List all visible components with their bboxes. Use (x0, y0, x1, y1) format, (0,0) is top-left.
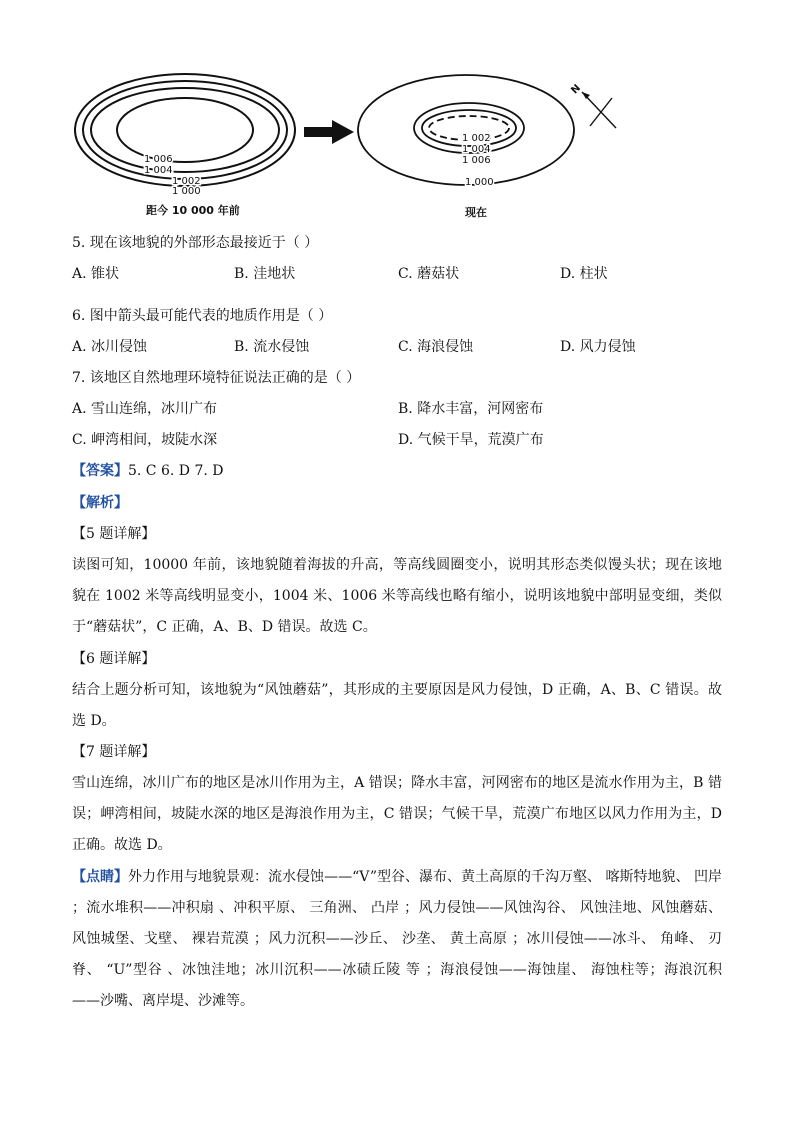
left-label-1000: 1 000 (172, 186, 201, 197)
right-label-1000: 1 000 (465, 177, 494, 188)
right-caption: 现在 (465, 206, 487, 219)
arrow-icon (304, 120, 354, 144)
left-label-1004: 1 004 (144, 165, 173, 176)
right-label-1006: 1 006 (462, 155, 491, 166)
analysis-label: 【解析】 (72, 495, 128, 511)
question-5-stem: 5. 现在该地貌的外部形态最接近于（ ） (72, 235, 319, 251)
detail-5-heading: 【5 题详解】 (72, 526, 156, 542)
question-6-option-a: A. 冰川侵蚀 (72, 339, 148, 355)
left-label-1006: 1 006 (144, 154, 173, 165)
question-5-option-d: D. 柱状 (560, 266, 608, 282)
question-6-option-d: D. 风力侵蚀 (560, 339, 636, 355)
contour-figure (60, 70, 660, 230)
left-contour-map (75, 74, 295, 186)
contour-1004-left (91, 88, 279, 172)
left-caption: 距今 10 000 年前 (146, 204, 240, 217)
compass-north-label: N (569, 82, 584, 97)
question-7-option-b: B. 降水丰富，河网密布 (398, 401, 544, 417)
detail-7-text: 雪山连绵，冰川广布的地区是冰川作用为主，A 错误；降水丰富，河网密布的地区是流水作用为主，B 错误；岬湾相间，坡陡水深的地区是海浪作用为主，C 错误；气候干旱，荒漠广布地区以风力作用为主，D 正确。故选 D。 (72, 775, 722, 853)
tip-paragraph (72, 862, 722, 1017)
detail-6-text: 结合上题分析可知，该地貌为“风蚀蘑菇”，其形成的主要原因是风力侵蚀，D 正确，A、B、C 错误。故选 D。 (72, 682, 722, 729)
detail-7-heading: 【7 题详解】 (72, 744, 156, 760)
question-7-option-c: C. 岬湾相间，坡陡水深 (72, 432, 218, 448)
question-7-option-a: A. 雪山连绵，冰川广布 (72, 401, 218, 417)
answer-label: 【答案】 (72, 463, 128, 479)
question-6-stem: 6. 图中箭头最可能代表的地质作用是（ ） (72, 308, 333, 324)
contour-1000-right (358, 75, 574, 185)
question-5-option-c: C. 蘑菇状 (398, 266, 460, 282)
contour-1000-left (75, 74, 295, 186)
question-6-option-c: C. 海浪侵蚀 (398, 339, 474, 355)
right-contour-map (358, 75, 574, 185)
question-6-option-b: B. 流水侵蚀 (234, 339, 310, 355)
contour-1006-left (117, 98, 253, 162)
compass-icon (582, 92, 616, 128)
tip-text: 外力作用与地貌景观：流水侵蚀——“V”型谷、瀑布、黄土高原的千沟万壑、 喀斯特地貌、 凹岸 ；流水堆积——冲积扇 、冲积平原、 三角洲、 凸岸 ；风力侵蚀——风蚀沟谷、 风蚀洼地、风蚀蘑菇、风蚀城堡、戈壁、 裸岩荒漠 ；风力沉积——沙丘、 沙垄、 黄土高原 ；冰川侵蚀——冰斗、 角峰、 刃脊、 “U”型谷 、冰蚀洼地；冰川沉积——冰碛丘陵 等 ；海浪侵蚀——海蚀崖、 海蚀柱等；海浪沉积——沙嘴、离岸堤、沙滩等。 (72, 869, 722, 1009)
question-7-option-d: D. 气候干旱，荒漠广布 (398, 432, 544, 448)
answer-text: 5. C 6. D 7. D (128, 463, 224, 479)
answer-line (72, 461, 223, 481)
question-5-option-a: A. 锥状 (72, 266, 120, 282)
contour-1002-left (83, 81, 287, 179)
detail-5-text: 读图可知，10000 年前，该地貌随着海拔的升高，等高线圆圈变小，说明其形态类似馒头状；现在该地貌在 1002 米等高线明显变小，1004 米、1006 米等高线也略有缩小，说明该地貌中部明显变细，类似于“蘑菇状”，C 正确，A、B、D 错误。故选 C。 (72, 557, 722, 635)
right-label-1002: 1 002 (462, 133, 491, 144)
right-label-1004: 1 004 (462, 144, 491, 155)
question-5-option-b: B. 洼地状 (234, 266, 296, 282)
detail-6-heading: 【6 题详解】 (72, 651, 156, 667)
question-7-stem: 7. 该地区自然地理环境特征说法正确的是（ ） (72, 370, 361, 386)
left-label-1002: 1 002 (172, 176, 201, 187)
tip-label: 【点睛】 (72, 869, 129, 885)
